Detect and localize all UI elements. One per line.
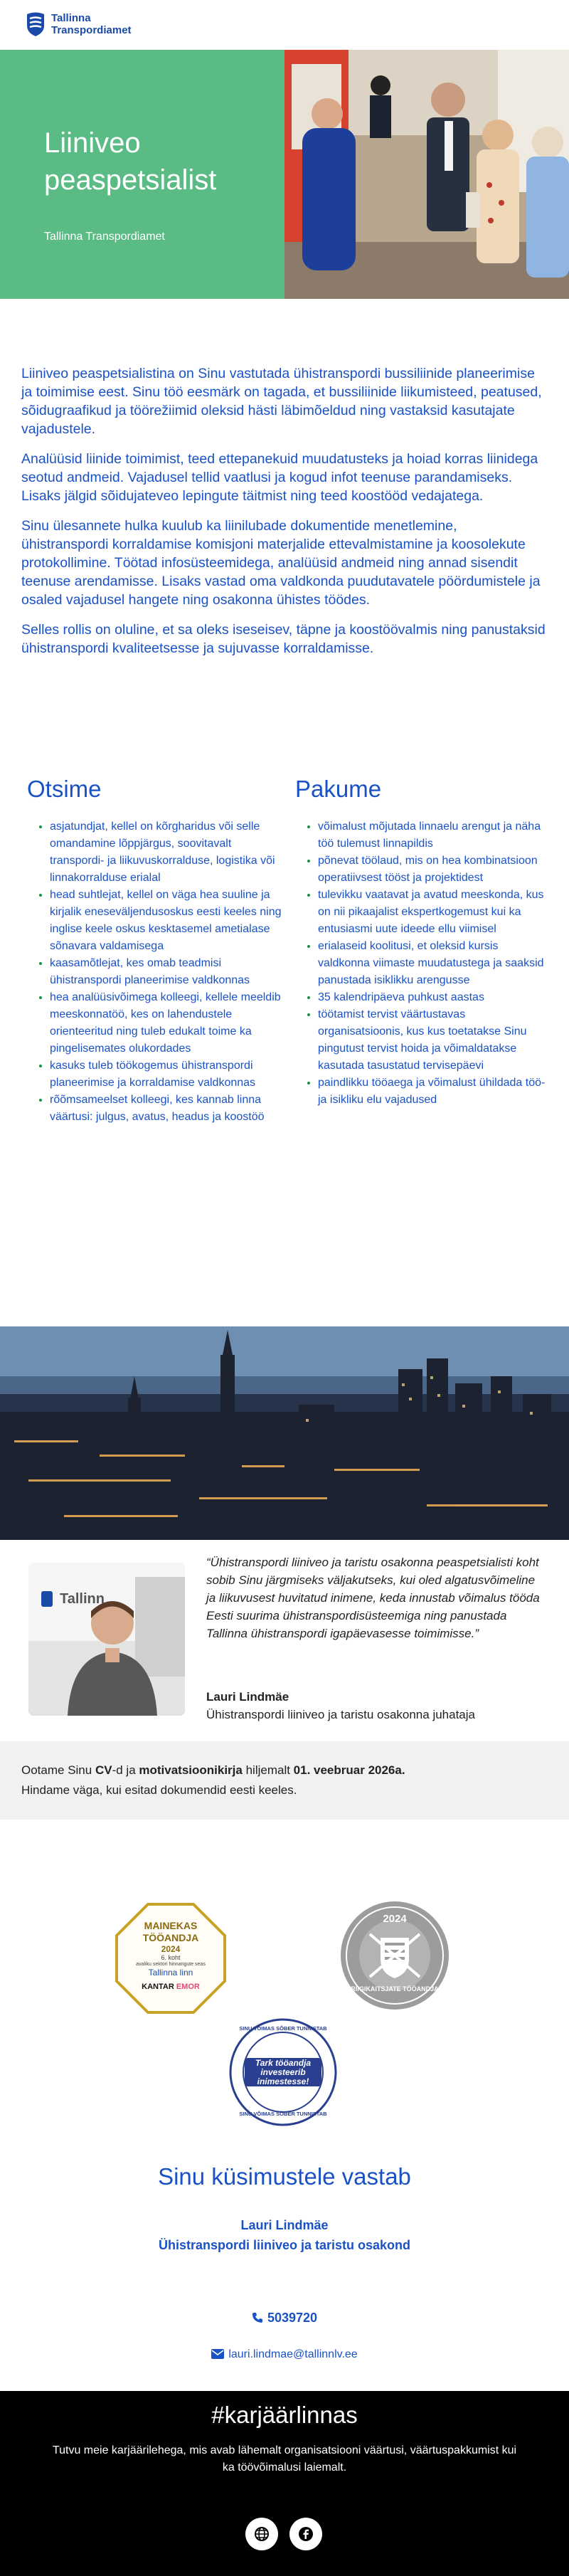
list-item: • rõõmsameelset kolleegi, kes kannab linna väärtusi: julgus, avatus, headus ja koostöö xyxy=(50,1092,284,1126)
application-info-box xyxy=(0,1741,569,1820)
intro-paragraph: Analüüsid liinide toimimist, teed ettepanekuid muudatusteks ja hoiad korras liinidega seotud andmeid. Vajadusel tellid vaatlusi ja kogud infot teenuse parandamiseks. Lisaks jälgid sõidujateveo lepingute täitmist ning teed koostööd vedajatega. xyxy=(21,451,538,504)
application-deadline: Ootame Sinu CV-d ja motivatsioonikirja hiljemalt 01. veebruar 2026a. xyxy=(21,1763,405,1777)
quote-author-role: Ühistranspordi liiniveo ja taristu osakonna juhataja xyxy=(206,1708,475,1721)
hero-photo xyxy=(284,50,569,299)
tallinn-skyline-illustration xyxy=(0,1326,569,1540)
facebook-link[interactable] xyxy=(289,2518,322,2550)
intro-text xyxy=(21,364,548,669)
offer-list xyxy=(302,818,553,1109)
reputable-employer-badge: MAINEKAS TÖÖANDJA 2024 6. koht avaliku sektori hinnangute seas Tallinna linn KANTAR EMOR xyxy=(114,1901,228,2015)
list-item: • hea analüüsivõimega kolleegi, kellele meeldib meeskonnatöö, kes on lahendustele orienteeritud ning tuleb edukalt toime ka pingelisemates olukordades xyxy=(50,989,284,1057)
footer-text: Tutvu meie karjäärilehega, mis avab lähemalt organisatsiooni väärtusi, väärtuspakkumist kui ka töövõimalusi laiemalt. xyxy=(52,2444,517,2474)
facebook-icon xyxy=(298,2526,314,2542)
website-link[interactable] xyxy=(245,2518,278,2550)
list-item: • paindlikku tööaega ja võimalust ühildada töö- ja isikliku elu vajadused xyxy=(318,1075,553,1109)
intro-paragraph: Liiniveo peaspetsialistina on Sinu vastutada ühistranspordi bussiliinide planeerimise ja toimimise eest. Sinu töö eesmärk on tagada, et bussiliinide liikumisteed, peatused, sõidugraafikud ja töörežiimid oleksid hästi läbimõeldud ning vastaksid kasutajate vajadustele. xyxy=(21,366,542,437)
globe-icon xyxy=(254,2526,270,2542)
portrait-photo xyxy=(28,1563,185,1716)
contact-email[interactable]: lauri.lindmae@tallinnlv.ee xyxy=(0,2348,569,2361)
city-panorama-image xyxy=(0,1326,569,1540)
list-item: • 35 kalendripäeva puhkust aastas xyxy=(318,989,553,1006)
quote-text: “Ühistranspordi liiniveo ja taristu osakonna peaspetsialisti koht sobib Sinu järgmiseks väljakutseks, kui oled algatusvõimeline ja liikuvusest huvitatud inimene, keda innustab võimalus tööda Eesti suurima ühistranspordisüsteemiga ning panustada Tallinna ühistranspordi igapäevasesse toimimisse.” xyxy=(206,1556,540,1640)
contact-department: Ühistranspordi liiniveo ja taristu osakond xyxy=(158,2238,411,2252)
contact-heading: Sinu küsimustele vastab xyxy=(158,2163,411,2190)
contact-name: Lauri Lindmäe xyxy=(240,2218,329,2232)
seek-list xyxy=(34,818,284,1126)
list-item: • erialaseid koolitusi, et oleksid kursis valdkonna viimaste muudatustega ja saaksid panustada isiklikku arengusse xyxy=(318,938,553,989)
offer-heading: Pakume xyxy=(295,776,382,802)
avatar xyxy=(28,1563,185,1716)
list-item: • asjatundjat, kellel on kõrgharidus või selle omandamine lõppjärgus, soovitavalt transpordi- ja liikuvuskorralduse, logistika või linnakorralduse erialal xyxy=(50,818,284,887)
portrait-wall-sign: Tallinn xyxy=(60,1591,105,1607)
smart-employer-badge: SINU VÕIMAS SÕBER TUNNISTAB Tark tööandja investeerib inimestesse! SINU VÕIMAS SÕBER TUNNISTAB xyxy=(226,2015,340,2129)
hero-banner xyxy=(0,50,569,299)
quote-author-name: Lauri Lindmäe xyxy=(206,1690,289,1704)
people-at-bus-stop-image xyxy=(284,50,569,299)
logo[interactable] xyxy=(26,7,154,41)
list-item: • kaasamõtlejat, kes omab teadmisi ühistranspordi planeerimise valdkonnas xyxy=(50,955,284,989)
intro-paragraph: Selles rollis on oluline, et sa oleks iseseisev, täpne ja koostöövalmis ning panustaksid ühistranspordi kvaliteetsesse ja sujuvasse korraldamisse. xyxy=(21,622,546,656)
email-icon xyxy=(211,2349,224,2359)
logo-text: Tallinna Transpordiamet xyxy=(51,12,132,36)
page-title: Liiniveo peaspetsialist xyxy=(44,127,217,196)
hero-subtitle: Tallinna Transpordiamet xyxy=(44,231,165,243)
list-item: • võimalust mõjutada linnaelu arengut ja näha töö tulemust linnapildis xyxy=(318,818,553,852)
list-item: • tulevikku vaatavat ja avatud meeskonda, kus on nii pikaajalist ekspertkogemust kui ka entusiasmi uute ideede ellu viimisel xyxy=(318,887,553,938)
list-item: • töötamist tervist väärtustavas organisatsioonis, kus kus toetatakse Sinu pingutust tervist hoida ja võimaldatakse kasutada tasustatud tervisepäevi xyxy=(318,1006,553,1075)
tallinn-crest-icon xyxy=(26,11,46,37)
defender-employer-badge: 2024 RIIGIKAITSJATE TÖÖANDJA xyxy=(338,1899,452,2016)
phone-icon xyxy=(252,2312,263,2323)
contact-phone[interactable]: 5039720 xyxy=(0,2311,569,2326)
list-item: • kasuks tuleb töökogemus ühistranspordi planeerimise ja korraldamise valdkonnas xyxy=(50,1057,284,1092)
footer-hashtag: #karjäärlinnas xyxy=(211,2402,358,2428)
list-item: • põnevat töölaud, mis on hea kombinatsioon operatiivsest tööst ja projektidest xyxy=(318,852,553,887)
intro-paragraph: Sinu ülesannete hulka kuulub ka liinilubade dokumentide menetlemine, ühistranspordi korraldamise komisjoni materjalide ettevalmistamine ja koosolekute protokollimine. Töötad infosüsteemidega, analüüsid andmeid ning annad sisendit teenuse arendamisse. Lisaks vastad oma valdkonda puudutavatele pöördumistele ja osaled vajadusel hangete ning osakonna ühistes töödes. xyxy=(21,518,541,608)
application-language-note: Hindame väga, kui esitad dokumendid eesti keeles. xyxy=(21,1783,297,1797)
seek-heading: Otsime xyxy=(27,776,102,802)
list-item: • head suhtlejat, kellel on väga hea suuline ja kirjalik eneseväljendusoskus eesti keeles ning inglise keele oskus kesktasemel ametialase sõnavara valdamisega xyxy=(50,887,284,955)
